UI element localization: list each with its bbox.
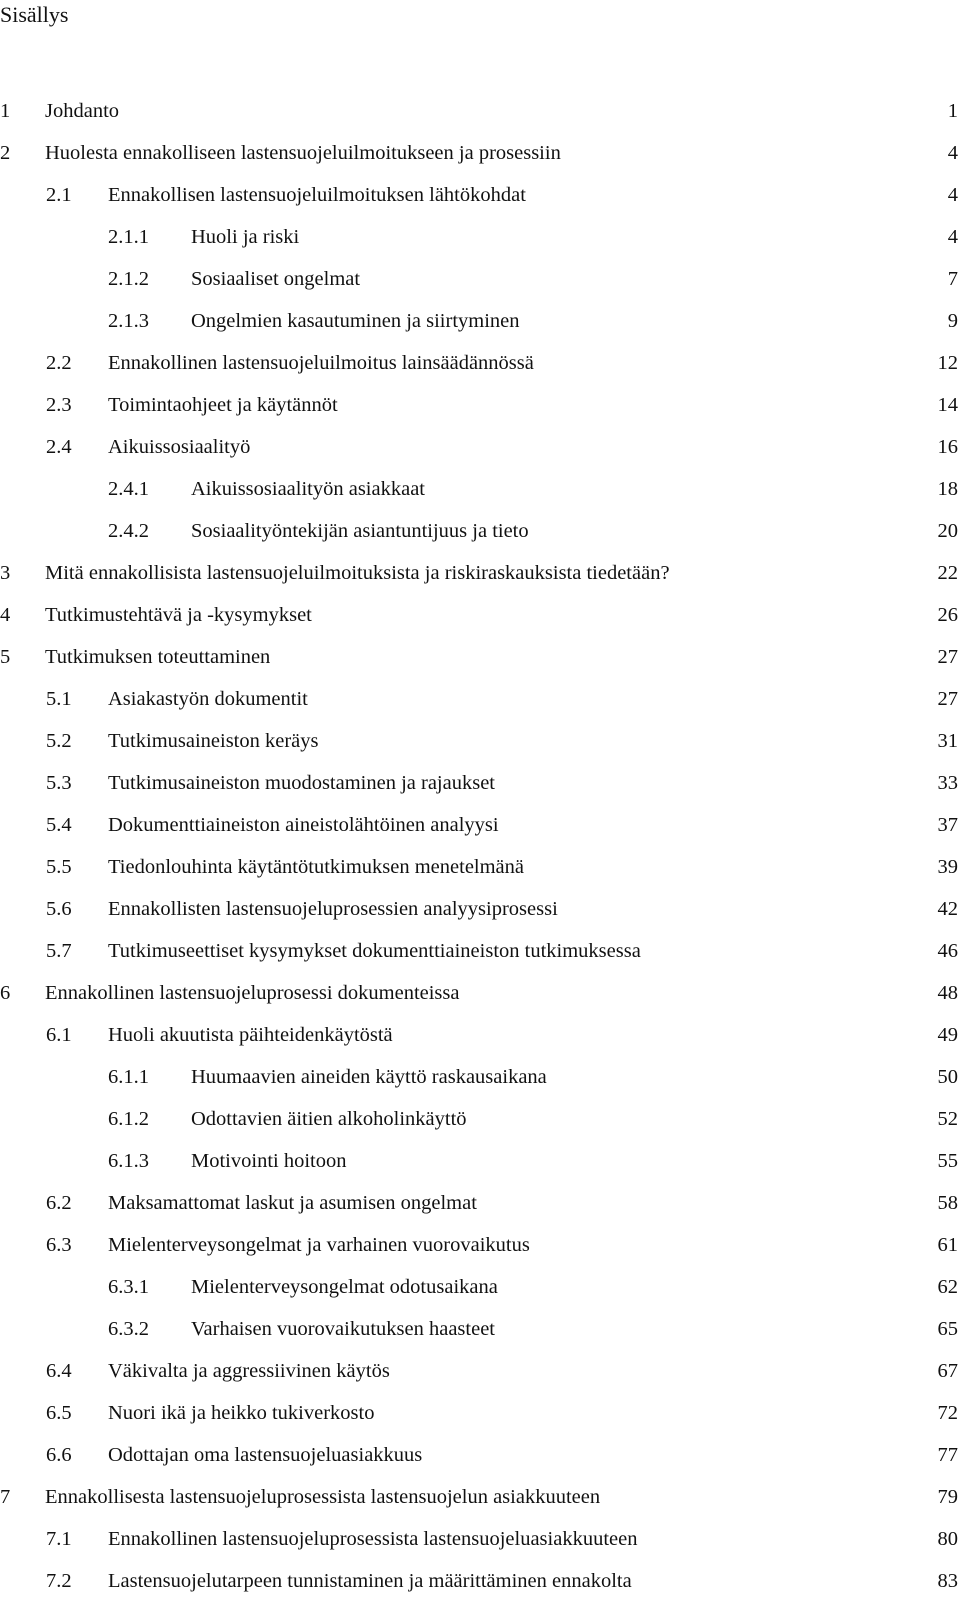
toc-entry-label: Huumaavien aineiden käyttö raskausaikana xyxy=(191,1066,547,1088)
toc-entry-number: 7.2 xyxy=(46,1570,72,1592)
toc-entry-label: Väkivalta ja aggressiivinen käytös xyxy=(108,1360,390,1382)
toc-entry-label: Aikuissosiaalityön asiakkaat xyxy=(191,478,425,500)
toc-entry-page-number: 12 xyxy=(937,352,958,374)
toc-entry-label: Ongelmien kasautuminen ja siirtyminen xyxy=(191,310,520,332)
toc-entry xyxy=(0,1182,958,1224)
toc-entry xyxy=(0,1518,958,1560)
toc-entry-page-number: 83 xyxy=(937,1570,958,1592)
toc-entry xyxy=(0,90,958,132)
toc-entry-page-number: 50 xyxy=(937,1066,958,1088)
toc-entry-page-number: 55 xyxy=(937,1150,958,1172)
toc-entry-label: Toimintaohjeet ja käytännöt xyxy=(108,394,338,416)
toc-entry-page-number: 48 xyxy=(937,982,958,1004)
toc-entry-page-number: 79 xyxy=(937,1486,958,1508)
toc-entry xyxy=(0,1476,958,1518)
toc-entry-label: Varhaisen vuorovaikutuksen haasteet xyxy=(191,1318,495,1340)
toc-entry-label: Mielenterveysongelmat ja varhainen vuorovaikutus xyxy=(108,1234,530,1256)
toc-entry-number: 6.3 xyxy=(46,1234,72,1256)
toc-entry-number: 5.6 xyxy=(46,898,72,920)
toc-entry-label: Nuori ikä ja heikko tukiverkosto xyxy=(108,1402,375,1424)
toc-entry xyxy=(0,1350,958,1392)
toc-entry-number: 6.1.3 xyxy=(108,1150,149,1172)
toc-entry-number: 5.3 xyxy=(46,772,72,794)
toc-entry-page-number: 67 xyxy=(937,1360,958,1382)
toc-entry-number: 2.4.2 xyxy=(108,520,149,542)
toc-entry-page-number: 4 xyxy=(947,184,958,206)
toc-entry-number: 3 xyxy=(0,562,11,584)
toc-entry-number: 7.1 xyxy=(46,1528,72,1550)
toc-entry-page-number: 1 xyxy=(947,100,958,122)
toc-entry-page-number: 9 xyxy=(947,310,958,332)
toc-entry-label: Mitä ennakollisista lastensuojeluilmoituksista ja riskiraskauksista tiedetään? xyxy=(45,562,670,584)
toc-entry-label: Mielenterveysongelmat odotusaikana xyxy=(191,1276,498,1298)
toc-entry xyxy=(0,132,958,174)
toc-entry-label: Dokumenttiaineiston aineistolähtöinen analyysi xyxy=(108,814,499,836)
toc-entry-number: 2.1.1 xyxy=(108,226,149,248)
toc-entry-number: 6.3.2 xyxy=(108,1318,149,1340)
toc-entry-label: Huoli ja riski xyxy=(191,226,300,248)
toc-entry-page-number: 58 xyxy=(937,1192,958,1214)
toc-entry xyxy=(0,552,958,594)
toc-entry xyxy=(0,972,958,1014)
toc-entry xyxy=(0,678,958,720)
toc-entry-number: 2.3 xyxy=(46,394,72,416)
toc-entry xyxy=(0,1140,958,1182)
toc-entry-page-number: 49 xyxy=(937,1024,958,1046)
toc-entry-label: Maksamattomat laskut ja asumisen ongelmat xyxy=(108,1192,477,1214)
toc-entry xyxy=(0,300,958,342)
toc-entry-number: 2.1.3 xyxy=(108,310,149,332)
toc-entry-label: Tutkimusaineiston muodostaminen ja rajaukset xyxy=(108,772,495,794)
toc-entry xyxy=(0,804,958,846)
toc-entry-number: 6.1 xyxy=(46,1024,72,1046)
toc-entry-number: 6.1.1 xyxy=(108,1066,149,1088)
toc-entry-page-number: 16 xyxy=(937,436,958,458)
toc-entry-page-number: 61 xyxy=(937,1234,958,1256)
toc-entry-page-number: 77 xyxy=(937,1444,958,1466)
toc-entry-page-number: 52 xyxy=(937,1108,958,1130)
toc-entry-page-number: 37 xyxy=(937,814,958,836)
toc-entry-label: Ennakollisen lastensuojeluilmoituksen lähtökohdat xyxy=(108,184,526,206)
toc-entry-label: Tutkimustehtävä ja -kysymykset xyxy=(45,604,312,626)
toc-entry-label: Huoli akuutista päihteidenkäytöstä xyxy=(108,1024,393,1046)
toc-entry xyxy=(0,930,958,972)
toc-entry xyxy=(0,846,958,888)
toc-entry-page-number: 31 xyxy=(937,730,958,752)
toc-entry-label: Ennakollinen lastensuojeluprosessi dokumenteissa xyxy=(45,982,460,1004)
toc-entry-label: Asiakastyön dokumentit xyxy=(108,688,308,710)
toc-entry-page-number: 27 xyxy=(937,688,958,710)
toc-entry xyxy=(0,762,958,804)
toc-entry xyxy=(0,720,958,762)
toc-entry xyxy=(0,510,958,552)
toc-entry-label: Ennakollisten lastensuojeluprosessien analyysiprosessi xyxy=(108,898,558,920)
toc-entry-page-number: 4 xyxy=(947,226,958,248)
toc-entry-page-number: 27 xyxy=(937,646,958,668)
toc-entry xyxy=(0,342,958,384)
toc-entry-page-number: 62 xyxy=(937,1276,958,1298)
toc-entry-page-number: 14 xyxy=(937,394,958,416)
toc-entry-number: 2.4.1 xyxy=(108,478,149,500)
toc-entry-number: 1 xyxy=(0,100,11,122)
toc-entry xyxy=(0,1098,958,1140)
toc-entry-page-number: 39 xyxy=(937,856,958,878)
toc-entry-label: Johdanto xyxy=(45,100,120,122)
toc-entry-number: 2.1.2 xyxy=(108,268,149,290)
toc-entry-label: Aikuissosiaalityö xyxy=(108,436,251,458)
toc-entry-page-number: 65 xyxy=(937,1318,958,1340)
toc-entry-number: 5.1 xyxy=(46,688,72,710)
toc-entry-number: 2.2 xyxy=(46,352,72,374)
toc-entry-label: Sosiaalityöntekijän asiantuntijuus ja tieto xyxy=(191,520,529,542)
toc-entry-label: Motivointi hoitoon xyxy=(191,1150,347,1172)
toc-entry-page-number: 22 xyxy=(937,562,958,584)
toc-entry-label: Tutkimuksen toteuttaminen xyxy=(45,646,271,668)
toc-entry xyxy=(0,468,958,510)
toc-entry xyxy=(0,258,958,300)
toc-entry-label: Sosiaaliset ongelmat xyxy=(191,268,361,290)
toc-entry-number: 6.6 xyxy=(46,1444,72,1466)
toc-entry xyxy=(0,1266,958,1308)
toc-entry xyxy=(0,1014,958,1056)
toc-entry-page-number: 33 xyxy=(937,772,958,794)
toc-entry-label: Odottavien äitien alkoholinkäyttö xyxy=(191,1108,467,1130)
toc-entry xyxy=(0,1392,958,1434)
toc-entry xyxy=(0,174,958,216)
toc-entry xyxy=(0,1308,958,1350)
toc-entry-label: Odottajan oma lastensuojeluasiakkuus xyxy=(108,1444,423,1466)
toc-entry-label: Tiedonlouhinta käytäntötutkimuksen menetelmänä xyxy=(108,856,525,878)
toc-entry-label: Tutkimuseettiset kysymykset dokumenttiaineiston tutkimuksessa xyxy=(108,940,641,962)
toc-entry-number: 6.1.2 xyxy=(108,1108,149,1130)
toc-entry-page-number: 42 xyxy=(937,898,958,920)
toc-entry-page-number: 80 xyxy=(937,1528,958,1550)
toc-entry-page-number: 20 xyxy=(937,520,958,542)
toc-entry-label: Tutkimusaineiston keräys xyxy=(108,730,319,752)
table-of-contents xyxy=(0,90,958,1602)
toc-entry xyxy=(0,636,958,678)
toc-entry-page-number: 7 xyxy=(947,268,958,290)
toc-entry xyxy=(0,426,958,468)
toc-entry-page-number: 26 xyxy=(937,604,958,626)
toc-entry-number: 6.2 xyxy=(46,1192,72,1214)
toc-entry xyxy=(0,1434,958,1476)
toc-entry-number: 4 xyxy=(0,604,11,626)
toc-entry-number: 6.4 xyxy=(46,1360,72,1382)
toc-entry-number: 6 xyxy=(0,982,11,1004)
toc-entry xyxy=(0,888,958,930)
toc-entry xyxy=(0,384,958,426)
toc-entry xyxy=(0,1056,958,1098)
toc-entry-number: 6.5 xyxy=(46,1402,72,1424)
toc-entry-page-number: 72 xyxy=(937,1402,958,1424)
toc-entry-label: Ennakollinen lastensuojeluprosessista lastensuojeluasiakkuuteen xyxy=(108,1528,638,1550)
toc-entry-page-number: 18 xyxy=(937,478,958,500)
toc-entry-label: Ennakollisesta lastensuojeluprosessista lastensuojelun asiakkuuteen xyxy=(45,1486,601,1508)
toc-entry-label: Huolesta ennakolliseen lastensuojeluilmoitukseen ja prosessiin xyxy=(45,142,561,164)
toc-entry-label: Lastensuojelutarpeen tunnistaminen ja määrittäminen ennakolta xyxy=(108,1570,632,1592)
toc-entry-page-number: 46 xyxy=(937,940,958,962)
toc-entry-label: Ennakollinen lastensuojeluilmoitus lainsäädännössä xyxy=(108,352,534,374)
toc-entry-number: 5.7 xyxy=(46,940,72,962)
toc-entry-number: 5.2 xyxy=(46,730,72,752)
page-title: Sisällys xyxy=(0,2,69,27)
toc-entry-number: 2 xyxy=(0,142,11,164)
toc-entry-number: 5 xyxy=(0,646,11,668)
toc-entry xyxy=(0,1224,958,1266)
toc-entry-page-number: 4 xyxy=(947,142,958,164)
toc-entry-number: 7 xyxy=(0,1486,11,1508)
toc-entry-number: 5.4 xyxy=(46,814,72,836)
toc-entry-number: 2.4 xyxy=(46,436,72,458)
toc-entry-number: 6.3.1 xyxy=(108,1276,149,1298)
toc-entry-number: 2.1 xyxy=(46,184,72,206)
toc-entry-number: 5.5 xyxy=(46,856,72,878)
toc-entry xyxy=(0,594,958,636)
toc-entry xyxy=(0,216,958,258)
